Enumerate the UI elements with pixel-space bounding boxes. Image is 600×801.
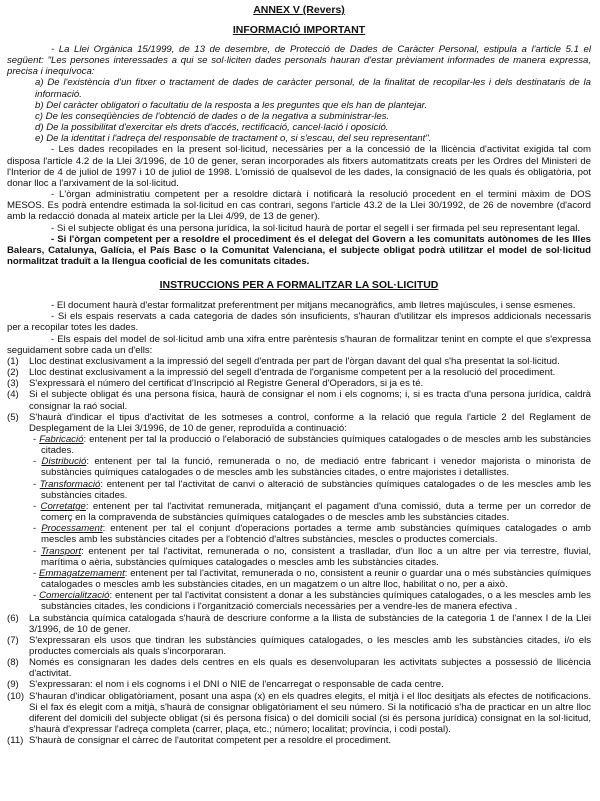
definition-processament: - Processament: entenent per tal el conjunt d'operacions portades a terme amb substàncies químiques catalogades o amb mescles amb les substàncies citades per a l'obtenció d'altres substàncies, mescles o productes comercials. bbox=[33, 523, 591, 546]
co-official-language-paragraph: - Si l'òrgan competent per a resoldre el procediment és el delegat del Govern a les comunitats autònomes de les Illes Balears, Catalunya, Galícia, el País Basc o la Comunitat Valenciana, el subjecte obligat podrà utilitzar el model de sol·licitud normalitzat traduït a la llengua cooficial de les comunitats citades. bbox=[7, 233, 591, 267]
rights-item-a: a) De l'existència d'un fitxer o tractament de dades de caràcter personal, de la finalitat de recopilar-les i dels destinataris de la informació. bbox=[35, 77, 591, 100]
definition-term: Distribució bbox=[41, 456, 87, 468]
rights-item-b: b) Del caràcter obligatori o facultatiu de la resposta a les preguntes que els han de plantejar. bbox=[35, 99, 428, 111]
definition-term: Transformació bbox=[39, 478, 101, 490]
item-number: (4) bbox=[7, 389, 19, 401]
definition-term: Transport bbox=[40, 545, 82, 557]
item-number: (2) bbox=[7, 367, 19, 379]
annex-title: ANNEX V (Revers) bbox=[253, 4, 345, 16]
activity-definitions bbox=[7, 434, 591, 613]
definition-term: Corretatge bbox=[40, 500, 86, 512]
definition-text: : entenent per tal l'activitat de canvi o alteració de substàncies químiques catalogades o de les mescles amb les substàncies citades. bbox=[41, 478, 591, 501]
rights-item-e: e) De la identitat i l'adreça del responsable de tractament o, si s'escau, del seu representant". bbox=[35, 133, 432, 145]
definition-transport: - Transport: entenent per tal l'activitat, remunerada o no, consistent a traslladar, d'un lloc a un altre per via terrestre, fluvial, marítima o aèria, substàncies químiques catalogades o mescles amb les substàncies citades. bbox=[33, 545, 591, 568]
item-number: (3) bbox=[7, 378, 19, 390]
item-text: Lloc destinat exclusivament a la impressió del segell d'entrada per part de l'òrgan davant del qual s'ha presentat la sol·licitud. bbox=[29, 355, 560, 367]
definition-comercialitzacio: - Comercialització: entenent per tal l'activitat consistent a donar a les substàncies químiques catalogades, o a les mescles amb les substàncies citades, les condicions i l'organització comercials necessàries per a vendre-les de manera efectiva . bbox=[33, 590, 591, 613]
item-text: S'expressaran els usos que tindran les substàncies químiques catalogades, o les mescles amb les substàncies citades, i/o els productes comercials als quals s'incorporaran. bbox=[29, 634, 591, 657]
definition-term: Comercialització bbox=[39, 590, 110, 602]
intro-paragraph: - La Llei Orgànica 15/1999, de 13 de desembre, de Protecció de Dades de Caràcter Personal, estipula a l'article 5.1 el següent: "Les persones interessades a qui se sol·liciten dades personals hauran d'estar prèviament informades de manera expressa, precisa i inequívoca: bbox=[7, 44, 591, 78]
item-text: S'expressaran: el nom i els cognoms i el DNI o NIE de l'encarregat o responsable de cada centre. bbox=[29, 679, 444, 691]
definition-text: : entenent per tal la funció, remunerada o no, de mediació entre fabricant i venedor majorista o minorista de substàncies químiques catalogades o de mescles amb les substàncies citades, o entre majoristes i detallistes. bbox=[41, 456, 591, 479]
item-number: (9) bbox=[7, 679, 19, 691]
instruction-additional-forms-paragraph: - Si els espais reservats a cada categoria de dades són insuficients, s'hauran d'utilitzar els impresos addicionals necessaris per a recopilar totes les dades. bbox=[7, 311, 591, 334]
definition-term: Emmagatzemament bbox=[38, 567, 125, 579]
item-number: (5) bbox=[7, 411, 19, 423]
definition-fabricacio: - Fabricació: entenent per tal la producció o l'elaboració de substàncies químiques catalogades o de mescles amb les substàncies citades. bbox=[33, 434, 591, 457]
list-item bbox=[7, 613, 591, 635]
item-number: (1) bbox=[7, 355, 19, 367]
item-number: (7) bbox=[7, 634, 19, 646]
list-item bbox=[7, 367, 591, 378]
definition-text: : entenent per tal l'activitat remunerada, mitjançant el pagament d'una comissió, duta a terme per un corredor de comerç en la compravenda de substàncies químiques catalogades o de mescles amb les substàncies citades. bbox=[41, 500, 591, 524]
numbered-list-1 bbox=[7, 356, 591, 434]
definition-text: : entenent per tal el conjunt d'operacions portades a terme amb substàncies químiques catalogades o amb mescles amb les substàncies citades per a l'obtenció d'altres substàncies, mescles o productes comercials. bbox=[41, 523, 591, 546]
item-text: Només es consignaran les dades dels centres en els quals es desenvoluparan les activitats subjectes a possessió de llicència d'activitat. bbox=[29, 657, 591, 680]
item-number: (8) bbox=[7, 657, 19, 669]
definition-distribucio: - Distribució: entenent per tal la funció, remunerada o no, de mediació entre fabricant i venedor majorista o minorista de substàncies químiques catalogades o de mescles amb les substàncies citades, o entre majoristes i detallistes. bbox=[33, 456, 591, 479]
definition-transformacio: - Transformació: entenent per tal l'activitat de canvi o alteració de substàncies químiques catalogades o de les mescles amb les substàncies citades. bbox=[33, 478, 591, 501]
list-item bbox=[7, 389, 591, 411]
numbered-list-2 bbox=[7, 613, 591, 747]
data-collection-paragraph: - Les dades recopilades en la present sol·licitud, necessàries per a la concessió de la llicència d'activitat exigida tal com disposa l'article 4.2 de la Llei 3/1996, de 10 de gener, seran incorporades als fitxers automatitzats creats per les Ordres del Ministeri de l'Interior de 4 de juliol de 1997 i 10 de juliol de 1998. L'omissió de qualsevol de les dades, la consignació de les quals és obligatòria, pot donar lloc a l'arxivament de la sol·licitud. bbox=[7, 144, 591, 189]
definition-corretatge: - Corretatge: entenent per tal l'activitat remunerada, mitjançant el pagament d'una comissió, duta a terme per un corredor de comerç en la compravenda de substàncies químiques catalogades o de mescles amb les substàncies citades. bbox=[33, 500, 591, 524]
item-number: (11) bbox=[7, 735, 24, 747]
list-item bbox=[7, 635, 591, 657]
item-number: (6) bbox=[7, 612, 19, 624]
definition-term: Processament bbox=[41, 523, 103, 535]
important-info-heading: INFORMACIÓ IMPORTANT bbox=[232, 24, 366, 36]
definition-term: Fabricació bbox=[39, 434, 84, 445]
rights-item-c: c) De les conseqüències de l'obtenció de dades o de la negativa a subministrar-les. bbox=[35, 110, 390, 122]
list-item bbox=[7, 657, 591, 679]
list-item bbox=[7, 735, 591, 746]
list-item bbox=[7, 691, 591, 736]
resolution-deadline-paragraph: - L'òrgan administratiu competent per a resoldre dictarà i notificarà la resolució procedent en el termini màxim de DOS MESOS. Es podrà entendre estimada la sol·licitud en cas contrari, segons l'article 43.2 de la Llei 30/1992, de 26 de novembre (d'acord amb la redacció donada al mateix article per la Llei 4/99, de 13 de gener). bbox=[7, 189, 591, 223]
definition-text: : entenent per tal l'activitat, remunerada o no, consistent a traslladar, d'un lloc a un altre per via terrestre, fluvial, marítima o aèria, substàncies químiques catalogades o mescles amb les substàncies citades. bbox=[41, 545, 591, 568]
list-item bbox=[7, 679, 591, 690]
item-number: (10) bbox=[7, 690, 25, 702]
list-item bbox=[7, 378, 591, 389]
list-item bbox=[7, 412, 591, 434]
definition-text: : entenent per tal l'activitat consistent a donar a les substàncies químiques catalogades, o a les mescles amb les substàncies citades, les condicions i l'organització comercials necessàries per a vendre-les de manera efectiva . bbox=[41, 590, 591, 613]
item-text: S'haurà de consignar el càrrec de l'autoritat competent per a resoldre el procediment. bbox=[29, 735, 392, 747]
list-item bbox=[7, 356, 591, 367]
item-text: La substància química catalogada s'haurà de descriure conforme a la llista de substàncies de la categoria 1 de l'annex I de la Llei 3/1996, de 10 de gener. bbox=[29, 612, 591, 635]
instruction-numbered-spaces-paragraph: - Els espais del model de sol·licitud amb una xifra entre parèntesis s'hauran de formalitzar tenint en compte el que s'expressa seguidament sobre cada un d'ells: bbox=[7, 333, 591, 356]
rights-item-d: d) De la possibilitat d'exercitar els drets d'accés, rectificació, cancel·lació i oposició. bbox=[35, 122, 389, 134]
definition-text: : entenent per tal l'activitat, remunerada o no, consistent a reunir o guardar una o més substàncies químiques catalogades o mescles amb les substàncies citades, en un magatzem o un altre lloc, habilitat o no, per a això. bbox=[41, 567, 591, 591]
item-text: S'hauran d'indicar obligatòriament, posant una aspa (x) en els quadres elegits, el mitjà i el lloc desitjats als efectes de notificacions. Si el fax és elegit com a mitjà, s'haurà de consignar obligatòriament el seu número. Si la notificació s'ha de practicar en un altre lloc diferent del domicili del subjecte obligat (si és persona física) o del domicili social (si és persona jurídica) consignat en la sol·licitud, s'haurà d'expressar l'adreça completa (carrer, plaça, etc.; número; localitat; província, i codi postal). bbox=[29, 690, 591, 736]
item-text: Si el subjecte obligat és una persona física, haurà de consignar el nom i els cognoms; i, si es tracta d'una persona jurídica, caldrà consignar la raó social. bbox=[29, 389, 591, 412]
definition-emmagatzemament: - Emmagatzemament: entenent per tal l'activitat, remunerada o no, consistent a reunir o guardar una o més substàncies químiques catalogades o mescles amb les substàncies citades, en un magatzem o un altre lloc, habilitat o no, per a això. bbox=[33, 567, 591, 591]
item-text: S'expressarà el número del certificat d'Inscripció al Registre General d'Operadors, si ja es té. bbox=[29, 378, 424, 390]
item-text: S'haurà d'indicar el tipus d'activitat de les sotmeses a control, conforme a la relació que regula l'article 2 del Reglament de Desplegament de la Llei 3/1996, de 10 de gener, reproduïda a continuació: bbox=[29, 411, 591, 434]
definition-text: : entenent per tal la producció o l'elaboració de substàncies químiques catalogades o de mescles amb les substàncies citades. bbox=[41, 434, 591, 457]
legal-person-paragraph: - Si el subjecte obligat és una persona jurídica, la sol·licitud haurà de portar el segell i ser firmada pel seu representant legal. bbox=[51, 222, 581, 234]
instructions-heading: INSTRUCCIONS PER A FORMALITZAR LA SOL·LICITUD bbox=[159, 279, 439, 292]
instruction-typing-paragraph: - El document haurà d'estar formalitzat preferentment per mitjans mecanogràfics, amb lletres majúscules, i sense esmenes. bbox=[51, 300, 576, 312]
item-text: Lloc destinat exclusivament a la impressió del segell d'entrada de l'organisme competent per a la resolució del procediment. bbox=[29, 367, 556, 379]
